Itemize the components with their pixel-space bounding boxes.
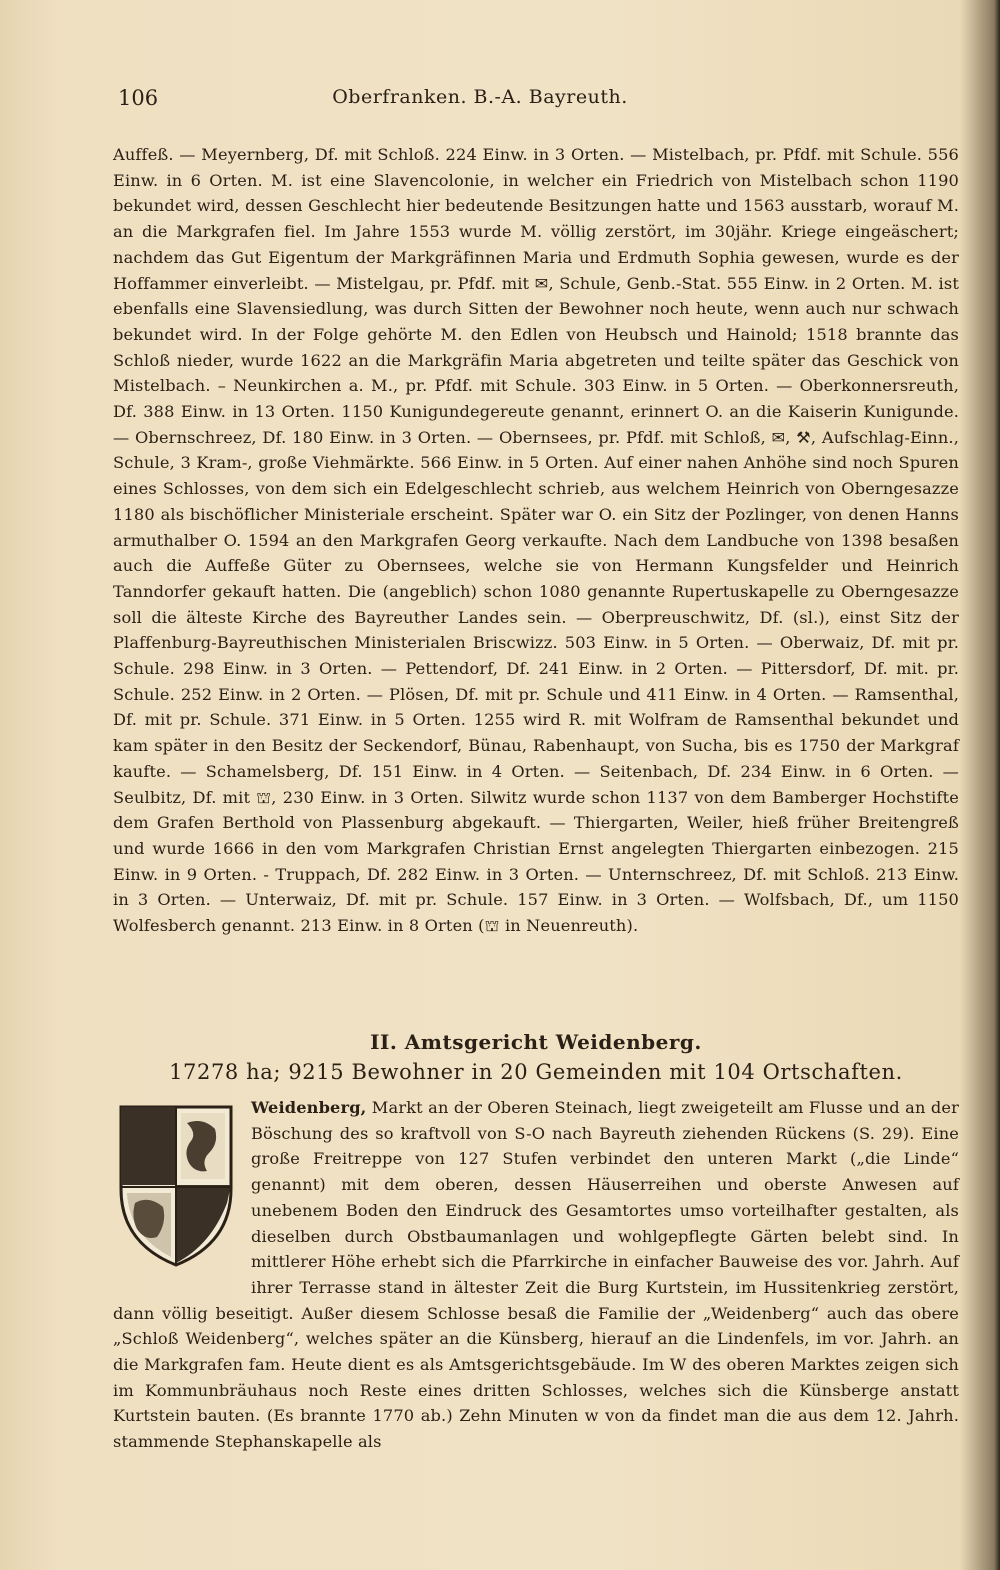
entries-paragraph: Auffeß. — Meyernberg, Df. mit Schloß. 224 Einw. in 3 Orten. — Mistelbach, pr. Pfdf. mit Schule. 556 Einw. in 6 Orten. M. ist eine Slavencolonie, in welcher ein Friedrich von Mistelbach schon 1190 bekundet wird, dessen Geschlecht hier bedeutende Besitzungen hatte und 1563 ausstarb, worauf M. an die Markgrafen fiel. Im Jahre 1553 wurde M. völlig zerstört, im 30jähr. Kriege eingeäschert; nachdem das Gut Eigentum der Markgräfinnen Maria und Erdmuth Sophia gewesen, wurde es der Hoffammer einverleibt. — Mistelgau, pr. Pfdf. mit ✉, Schule, Genb.-Stat. 555 Einw. in 2 Orten. M. ist ebenfalls eine Slavensiedlung, was durch Sitten der Bewohner noch heute, wenn auch nur schwach bekundet wird. In der Folge gehörte M. den Edlen von Heubsch und Hainold; 1518 brannte das Schloß nieder, wurde 1622 an die Markgräfin Maria abgetreten und teilte später das Geschick von Mistelbach. – Neunkirchen a. M., pr. Pfdf. mit Schule. 303 Einw. in 5 Orten. — Oberkonnersreuth, Df. 388 Einw. in 13 Orten. 1150 Kunigundegereute genannt, erinnert O. an die Kaiserin Kunigunde. — Obernschreez, Df. 180 Einw. in 3 Orten. — Obernsees, pr. Pfdf. mit Schloß, ✉, ⚒, Aufschlag-Einn., Schule, 3 Kram-, große Viehmärkte. 566 Einw. in 5 Orten. Auf einer nahen Anhöhe sind noch Spuren eines Schlosses, von dem sich ein Edelgeschlecht schrieb, aus welchem Heinrich von Oberngesazze 1180 als bischöflicher Ministeriale erscheint. Später war O. ein Sitz der Pozlinger, von denen Hanns armuthalber O. 1594 an den Markgrafen Georg verkaufte. Nach dem Landbuche von 1398 besaßen auch die Auffeße Güter zu Obernsees, welche sie von Hermann Kungsfelder und Heinrich Tanndorfer gekauft hatten. Die (angeblich) schon 1080 genannte Rupertuskapelle zu Oberngesazze soll die älteste Kirche des Bayreuther Landes sein. — Oberpreuschwitz, Df. (sl.), einst Sitz der Plaffenburg-Bayreuthischen Ministerialen Briscwizz. 503 Einw. in 5 Orten. — Oberwaiz, Df. mit pr. Schule. 298 Einw. in 3 Orten. — Pettendorf, Df. 241 Einw. in 2 Orten. — Pittersdorf, Df. mit. pr. Schule. 252 Einw. in 2 Orten. — Plösen, Df. mit pr. Schule und 411 Einw. in 4 Orten. — Ramsenthal, Df. mit pr. Schule. 371 Einw. in 5 Orten. 1255 wird R. mit Wolfram de Ramsenthal bekundet und kam später in den Besitz der Seckendorf, Bünau, Rabenhaupt, von Sucha, bis es 1750 der Markgraf kaufte. — Schamelsberg, Df. 151 Einw. in 4 Orten. — Seitenbach, Df. 234 Einw. in 6 Orten. — Seulbitz, Df. mit ⛫, 230 Einw. in 3 Orten. Silwitz wurde schon 1137 von dem Bamberger Hochstifte dem Grafen Berthold von Plassenburg abgekauft. — Thiergarten, Weiler, hieß früher Breitengreß und wurde 1666 in den vom Markgrafen Christian Ernst angelegten Thiergarten einbezogen. 215 Einw. in 9 Orten. - Truppach, Df. 282 Einw. in 3 Orten. — Unternschreez, Df. mit Schloß. 213 Einw. in 3 Orten. — Unterwaiz, Df. mit pr. Schule. 157 Einw. in 3 Orten. — Wolfsbach, Df., um 1150 Wolfesberch genannt. 213 Einw. in 8 Orten (⛫ in Neuenreuth). [113, 145, 959, 936]
section-stats: 17278 ha; 9215 Bewohner in 20 Gemeinden mit 104 Ortschaften. [169, 1060, 903, 1084]
section-body [113, 1095, 959, 1455]
coat-of-arms-image [115, 1103, 237, 1269]
entry-lead-word: Weidenberg, [251, 1098, 367, 1117]
section-heading: II. Amtsgericht Weidenberg. [370, 1030, 702, 1054]
page-number: 106 [118, 86, 159, 110]
section-paragraph: Markt an der Oberen Steinach, liegt zweigeteilt am Flusse und an der Böschung des so kraftvoll von S-O nach Bayreuth ziehenden Rückens (S. 29). Eine große Freitreppe von 127 Stufen verbindet den unteren Markt („die Linde“ genannt) mit dem oberen, dessen Häuserreihen und oberste Anwesen auf unebenem Boden den Eindruck des Gesamtortes umso vorteilhafter gestalten, als dieselben durch Obstbaumanlagen und wohlgepflegte Gärten belebt sind. In mittlerer Höhe erhebt sich die Pfarrkirche in einfacher Bauweise des vor. Jahrh. Auf ihrer Terrasse stand in ältester Zeit die Burg Kurtstein, im Hussitenkrieg zerstört, dann völlig beseitigt. Außer diesem Schlosse besaß die Familie der „Weidenberg“ auch das obere „Schloß Weidenberg“, welches später an die Künsberg, hierauf an die Lindenfels, im vor. Jahrh. an die Markgrafen fam. Heute dient es als Amtsgerichtsgebäude. Im W des oberen Marktes zeigen sich im Kommunbräuhaus noch Reste eines dritten Schlosses, welches sich die Künsberge anstatt Kurtstein bauten. (Es brannte 1770 ab.) Zehn Minuten w von da findet man die aus dem 12. Jahrh. stammende Stephanskapelle als [113, 1098, 959, 1452]
running-head: Oberfranken. B.-A. Bayreuth. [332, 86, 628, 108]
page-header [118, 86, 962, 116]
gazetteer-entries [113, 142, 959, 939]
